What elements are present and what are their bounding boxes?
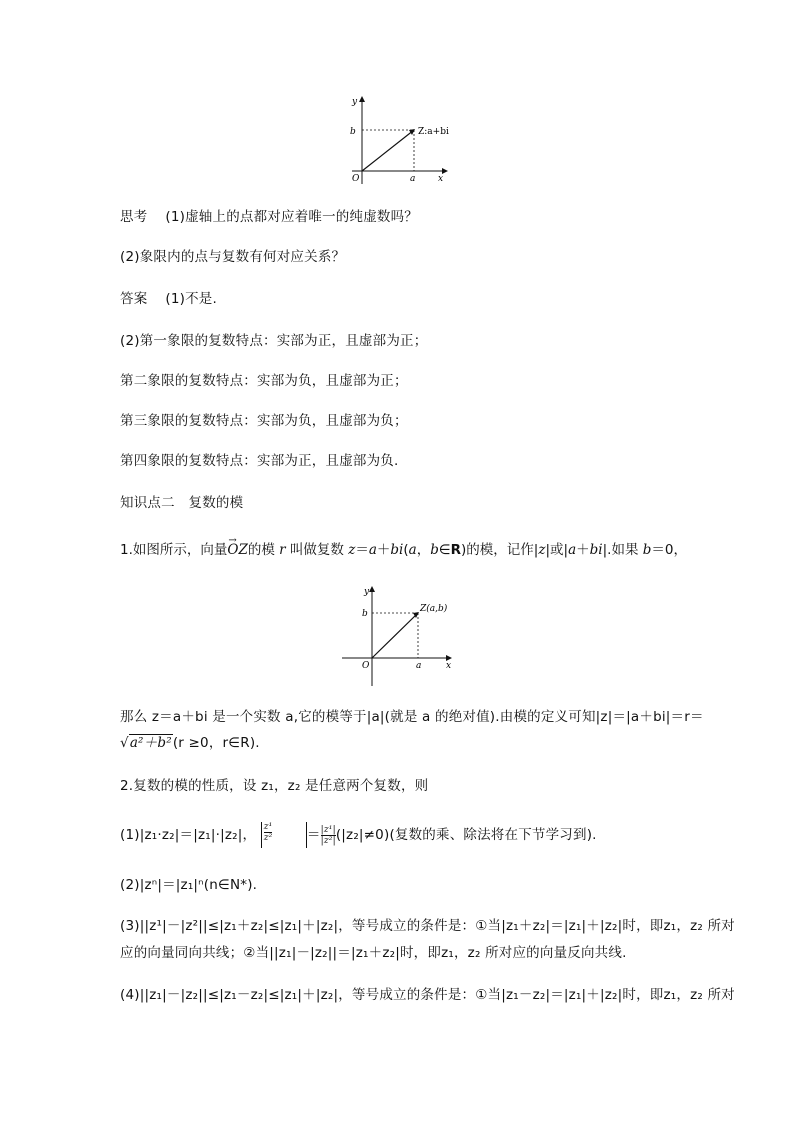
math-var: a [568, 542, 577, 558]
origin-label: O [362, 661, 370, 671]
equals-sign: ＝ [306, 827, 321, 843]
math-var: r [279, 542, 286, 558]
complex-plane-figure-2 [338, 582, 460, 686]
property-4-line-1: (4)||z₁|－|z₂||≤|z₁－z₂|≤|z₁|＋|z₂|，等号成立的条件是：①当|z₁－z₂|＝|z₁|＋|z₂|时，即z₁，z₂ 所对 [120, 987, 735, 1003]
text-segment: ， [416, 542, 431, 558]
property-1 [120, 822, 680, 852]
text-segment: 叫做复数 [285, 542, 349, 558]
text-segment: ＋ [576, 542, 590, 558]
x-axis-label: x [438, 174, 444, 184]
fraction-denominator: z² [263, 833, 273, 843]
complex-plane-figure-1 [338, 92, 458, 184]
math-var: b [430, 542, 439, 558]
modulus-definition-line [120, 540, 688, 560]
text-segment: 1.如图所示，向量 [120, 542, 228, 558]
y-axis-label: y [352, 97, 358, 107]
z-point-label: Z(a,b) [420, 604, 448, 614]
think-q1: (1)虚轴上的点都对应着唯一的纯虚数吗？ [165, 209, 418, 225]
text-segment: ＋ [376, 542, 391, 558]
math-var: b [642, 542, 652, 558]
vector-oz: → OZ [227, 542, 247, 558]
fraction-abs-z1-z2 [321, 825, 336, 846]
math-var: bi [390, 542, 404, 558]
text-segment: ( [403, 542, 409, 558]
text-segment: ∈ [438, 542, 451, 558]
think-question-1 [120, 207, 680, 227]
fraction-numerator: z¹ [263, 822, 273, 832]
answer-line-3: 第二象限的复数特点：实部为负，且虚部为正； [120, 373, 408, 389]
fraction-denominator: |z²| [320, 835, 336, 846]
modulus-real-line-1: 那么 z＝a＋bi 是一个实数 a,它的模等于|a|(就是 a 的绝对值).由模的定义可知|z|＝|a＋bi|＝r＝ [120, 709, 704, 725]
modulus-properties-intro: 2.复数的模的性质，设 z₁，z₂ 是任意两个复数，则 [120, 778, 429, 794]
answer-line-2: (2)第一象限的复数特点：实部为正，且虚部为正； [120, 333, 428, 349]
fraction-z1-z2 [264, 822, 273, 843]
prop1-rest: (|z₂|≠0)(复数的乘、除法将在下节学习到). [335, 827, 597, 843]
complex-plane-diagram-2 [338, 582, 460, 686]
property-2: (2)|zⁿ|＝|z₁|ⁿ(n∈N*). [120, 877, 258, 893]
math-var: a [408, 542, 417, 558]
text-segment: 的模 [247, 542, 280, 558]
text-segment: |或| [545, 542, 569, 558]
a-label: a [416, 661, 422, 671]
x-axis-label: x [446, 661, 452, 671]
a-label: a [410, 174, 416, 184]
text-segment: )的模，记作| [461, 542, 539, 558]
math-var: z [348, 542, 356, 558]
fraction-numerator: |z¹| [320, 824, 336, 835]
math-var: a [368, 542, 377, 558]
z-point-label: Z:a+bi [418, 127, 449, 137]
quotient-abs [261, 822, 307, 848]
prop1-part-a: (1)|z₁·z₂|＝|z₁|·|z₂|， [120, 827, 257, 843]
origin-label: O [352, 174, 360, 184]
think-label: 思考 [120, 209, 148, 225]
answer-line-5: 第四象限的复数特点：实部为正，且虚部为负. [120, 453, 399, 469]
answer-a1: (1)不是. [165, 291, 217, 307]
b-label: b [350, 127, 356, 137]
modulus-real-line-2: √a²＋b²(r ≥0，r∈R). [120, 735, 260, 751]
complex-plane-diagram-1 [338, 92, 458, 184]
sqrt-expression: a²＋b² [129, 735, 172, 751]
text-segment: |.如果 [602, 542, 643, 558]
sqrt-tail: (r ≥0，r∈R). [172, 735, 260, 751]
text-segment: ＝0， [651, 542, 688, 558]
math-var: bi [589, 542, 603, 558]
b-label: b [362, 609, 368, 619]
property-3-line-1: (3)||z¹|－|z²||≤|z₁＋z₂|≤|z₁|＋|z₂|，等号成立的条件是：①当|z₁＋z₂|＝|z₁|＋|z₂|时，即z₁，z₂ 所对 [120, 918, 735, 934]
math-var: z [538, 542, 546, 558]
text-segment: ＝ [355, 542, 369, 558]
think-question-2: (2)象限内的点与复数有何对应关系？ [120, 249, 346, 265]
y-axis-label: y [364, 587, 370, 597]
real-set-symbol: R [450, 542, 462, 558]
answer-line-4: 第三象限的复数特点：实部为负，且虚部为负； [120, 413, 408, 429]
section-heading: 知识点二 复数的模 [120, 495, 244, 511]
answer-label: 答案 [120, 291, 148, 307]
property-3-line-2: 应的向量同向共线；②当||z₁|－|z₂||＝|z₁＋z₂|时，即z₁，z₂ 所对应的向量反向共线. [120, 945, 627, 961]
answer-line-1 [120, 289, 680, 309]
